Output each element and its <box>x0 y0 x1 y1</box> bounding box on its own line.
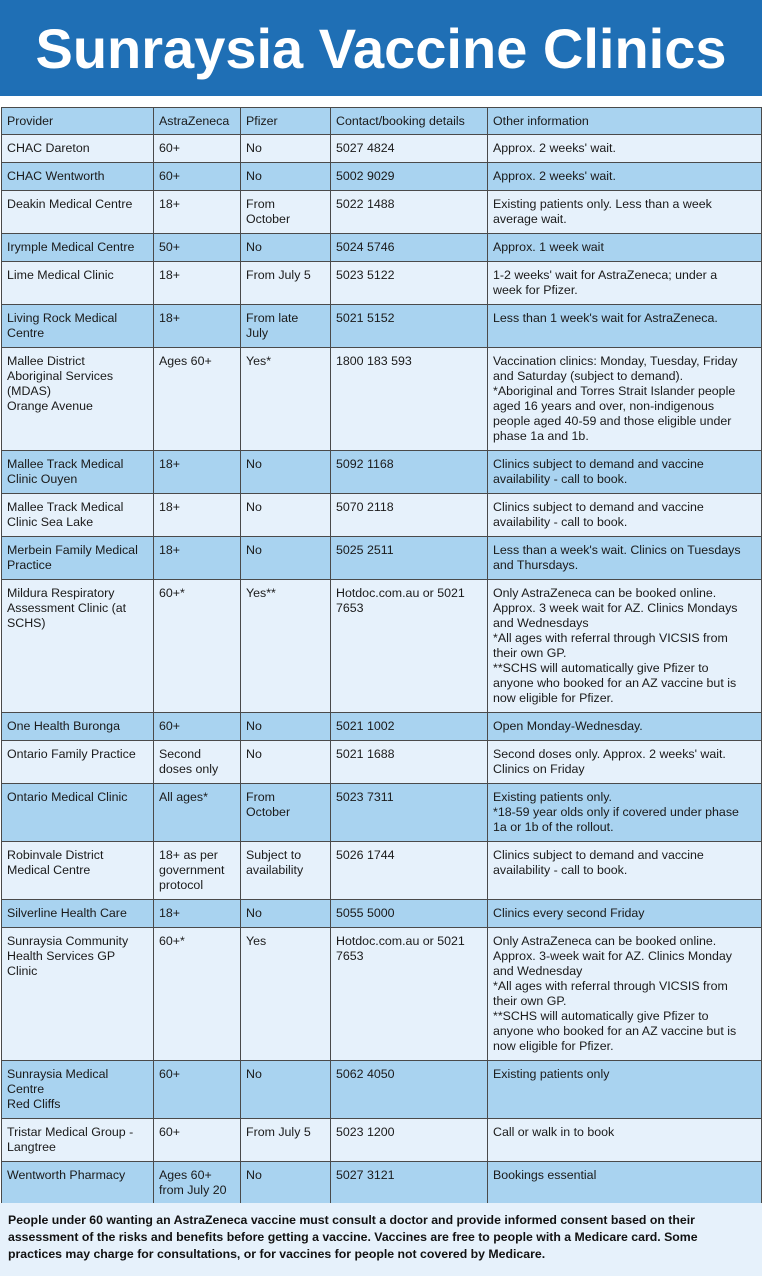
cell-provider: Wentworth Pharmacy <box>2 1162 154 1205</box>
cell-provider: Sunraysia Community Health Services GP Clinic <box>2 928 154 1061</box>
table-row <box>2 451 762 494</box>
cell-pfizer: No <box>241 451 331 494</box>
cell-pfizer: From July 5 <box>241 1119 331 1162</box>
clinics-table <box>1 107 762 1205</box>
cell-contact: 5024 5746 <box>331 234 488 262</box>
cell-astrazeneca: 60+ <box>154 1061 241 1119</box>
cell-other-info: Clinics subject to demand and vaccine availability - call to book. <box>488 494 762 537</box>
cell-pfizer: From late July <box>241 305 331 348</box>
cell-astrazeneca: 60+* <box>154 928 241 1061</box>
table-row <box>2 537 762 580</box>
cell-contact: Hotdoc.com.au or 5021 7653 <box>331 928 488 1061</box>
cell-astrazeneca: 18+ <box>154 191 241 234</box>
cell-other-info: Call or walk in to book <box>488 1119 762 1162</box>
cell-astrazeneca: 50+ <box>154 234 241 262</box>
cell-pfizer: From October <box>241 784 331 842</box>
cell-other-info: Second doses only. Approx. 2 weeks' wait. Clinics on Friday <box>488 741 762 784</box>
table-row <box>2 1162 762 1205</box>
cell-astrazeneca: 18+ <box>154 451 241 494</box>
table-row <box>2 262 762 305</box>
cell-astrazeneca: 18+ <box>154 494 241 537</box>
cell-provider: Tristar Medical Group - Langtree <box>2 1119 154 1162</box>
cell-provider: CHAC Dareton <box>2 135 154 163</box>
cell-other-info: Clinics subject to demand and vaccine availability - call to book. <box>488 842 762 900</box>
cell-contact: 5070 2118 <box>331 494 488 537</box>
cell-astrazeneca: 60+ <box>154 163 241 191</box>
cell-pfizer: From July 5 <box>241 262 331 305</box>
cell-astrazeneca: Ages 60+ <box>154 348 241 451</box>
cell-pfizer: No <box>241 900 331 928</box>
cell-pfizer: From October <box>241 191 331 234</box>
cell-contact: 5023 7311 <box>331 784 488 842</box>
cell-provider: Sunraysia Medical Centre Red Cliffs <box>2 1061 154 1119</box>
cell-provider: Ontario Family Practice <box>2 741 154 784</box>
cell-contact: 5062 4050 <box>331 1061 488 1119</box>
cell-contact: 5023 1200 <box>331 1119 488 1162</box>
cell-other-info: Approx. 1 week wait <box>488 234 762 262</box>
cell-contact: 5025 2511 <box>331 537 488 580</box>
cell-pfizer: No <box>241 135 331 163</box>
cell-other-info: Open Monday-Wednesday. <box>488 713 762 741</box>
table-row <box>2 1061 762 1119</box>
table-row <box>2 163 762 191</box>
cell-astrazeneca: All ages* <box>154 784 241 842</box>
cell-provider: Ontario Medical Clinic <box>2 784 154 842</box>
cell-other-info: Only AstraZeneca can be booked online. Approx. 3 week wait for AZ. Clinics Mondays and Wednesdays *All ages with referral through VICSIS from their own GP. **SCHS will automatically give Pfizer to anyone who booked for an AZ vaccine but is now eligible for Pfizer. <box>488 580 762 713</box>
cell-contact: 5027 3121 <box>331 1162 488 1205</box>
cell-provider: CHAC Wentworth <box>2 163 154 191</box>
cell-other-info: Existing patients only. *18-59 year olds only if covered under phase 1a or 1b of the rollout. <box>488 784 762 842</box>
cell-astrazeneca: 18+ <box>154 305 241 348</box>
cell-astrazeneca: 60+ <box>154 713 241 741</box>
cell-astrazeneca: Ages 60+ from July 20 <box>154 1162 241 1205</box>
cell-other-info: Less than a week's wait. Clinics on Tuesdays and Thursdays. <box>488 537 762 580</box>
table-row <box>2 135 762 163</box>
cell-pfizer: No <box>241 741 331 784</box>
cell-contact: 5092 1168 <box>331 451 488 494</box>
cell-other-info: Bookings essential <box>488 1162 762 1205</box>
cell-astrazeneca: 60+ <box>154 1119 241 1162</box>
cell-provider: Mildura Respiratory Assessment Clinic (at SCHS) <box>2 580 154 713</box>
table-row <box>2 784 762 842</box>
title-banner <box>0 0 762 96</box>
cell-pfizer: No <box>241 494 331 537</box>
header-provider: Provider <box>2 108 154 135</box>
cell-provider: Merbein Family Medical Practice <box>2 537 154 580</box>
table-row <box>2 348 762 451</box>
cell-other-info: 1-2 weeks' wait for AstraZeneca; under a week for Pfizer. <box>488 262 762 305</box>
cell-other-info: Existing patients only <box>488 1061 762 1119</box>
footer-note: People under 60 wanting an AstraZeneca vaccine must consult a doctor and provide informed consent based on their assessment of the risks and benefits before getting a vaccine. Vaccines are free to people with a Medicare card. Some practices may charge for consultations, or for vaccines for people not covered by Medicare. <box>0 1203 762 1276</box>
cell-pfizer: No <box>241 163 331 191</box>
cell-astrazeneca: 18+ <box>154 537 241 580</box>
cell-provider: Living Rock Medical Centre <box>2 305 154 348</box>
cell-provider: Mallee Track Medical Clinic Ouyen <box>2 451 154 494</box>
header-contact: Contact/booking details <box>331 108 488 135</box>
table-body <box>2 135 762 1205</box>
cell-astrazeneca: 18+ <box>154 900 241 928</box>
cell-pfizer: Yes <box>241 928 331 1061</box>
cell-contact: 5022 1488 <box>331 191 488 234</box>
table-row <box>2 741 762 784</box>
table-header-row <box>2 108 762 135</box>
page-title: Sunraysia Vaccine Clinics <box>35 16 727 80</box>
cell-provider: Irymple Medical Centre <box>2 234 154 262</box>
cell-other-info: Approx. 2 weeks' wait. <box>488 135 762 163</box>
cell-provider: Mallee Track Medical Clinic Sea Lake <box>2 494 154 537</box>
cell-pfizer: Yes* <box>241 348 331 451</box>
cell-pfizer: No <box>241 537 331 580</box>
header-astrazeneca: AstraZeneca <box>154 108 241 135</box>
table-row <box>2 580 762 713</box>
cell-pfizer: Subject to availability <box>241 842 331 900</box>
cell-provider: Deakin Medical Centre <box>2 191 154 234</box>
cell-other-info: Existing patients only. Less than a week average wait. <box>488 191 762 234</box>
cell-contact: 5021 1688 <box>331 741 488 784</box>
cell-other-info: Less than 1 week's wait for AstraZeneca. <box>488 305 762 348</box>
cell-contact: 5055 5000 <box>331 900 488 928</box>
cell-contact: 5023 5122 <box>331 262 488 305</box>
cell-provider: Silverline Health Care <box>2 900 154 928</box>
cell-provider: Robinvale District Medical Centre <box>2 842 154 900</box>
cell-contact: 5026 1744 <box>331 842 488 900</box>
table-row <box>2 900 762 928</box>
table-row <box>2 713 762 741</box>
header-other-info: Other information <box>488 108 762 135</box>
cell-astrazeneca: 60+ <box>154 135 241 163</box>
cell-pfizer: No <box>241 1061 331 1119</box>
cell-astrazeneca: 60+* <box>154 580 241 713</box>
table-row <box>2 305 762 348</box>
cell-contact: 5021 5152 <box>331 305 488 348</box>
cell-contact: 5027 4824 <box>331 135 488 163</box>
table-row <box>2 842 762 900</box>
cell-contact: 5002 9029 <box>331 163 488 191</box>
cell-pfizer: Yes** <box>241 580 331 713</box>
cell-contact: Hotdoc.com.au or 5021 7653 <box>331 580 488 713</box>
cell-astrazeneca: 18+ <box>154 262 241 305</box>
cell-contact: 5021 1002 <box>331 713 488 741</box>
header-pfizer: Pfizer <box>241 108 331 135</box>
cell-provider: One Health Buronga <box>2 713 154 741</box>
cell-astrazeneca: 18+ as per government protocol <box>154 842 241 900</box>
cell-other-info: Only AstraZeneca can be booked online. Approx. 3-week wait for AZ. Clinics Monday and Wednesday *All ages with referral through VICSIS from their own GP. **SCHS will automatically give Pfizer to anyone who booked for an AZ vaccine but is now eligible for Pfizer. <box>488 928 762 1061</box>
cell-pfizer: No <box>241 713 331 741</box>
table-row <box>2 234 762 262</box>
cell-pfizer: No <box>241 234 331 262</box>
cell-other-info: Approx. 2 weeks' wait. <box>488 163 762 191</box>
table-row <box>2 494 762 537</box>
cell-provider: Lime Medical Clinic <box>2 262 154 305</box>
cell-provider: Mallee District Aboriginal Services (MDAS) Orange Avenue <box>2 348 154 451</box>
cell-contact: 1800 183 593 <box>331 348 488 451</box>
table-row <box>2 1119 762 1162</box>
table-row <box>2 191 762 234</box>
cell-other-info: Clinics every second Friday <box>488 900 762 928</box>
cell-other-info: Vaccination clinics: Monday, Tuesday, Friday and Saturday (subject to demand). *Aboriginal and Torres Strait Islander people aged 16 years and over, non-indigenous people aged 40-59 and those eligible under phase 1a and 1b. <box>488 348 762 451</box>
cell-pfizer: No <box>241 1162 331 1205</box>
cell-astrazeneca: Second doses only <box>154 741 241 784</box>
cell-other-info: Clinics subject to demand and vaccine availability - call to book. <box>488 451 762 494</box>
table-row <box>2 928 762 1061</box>
